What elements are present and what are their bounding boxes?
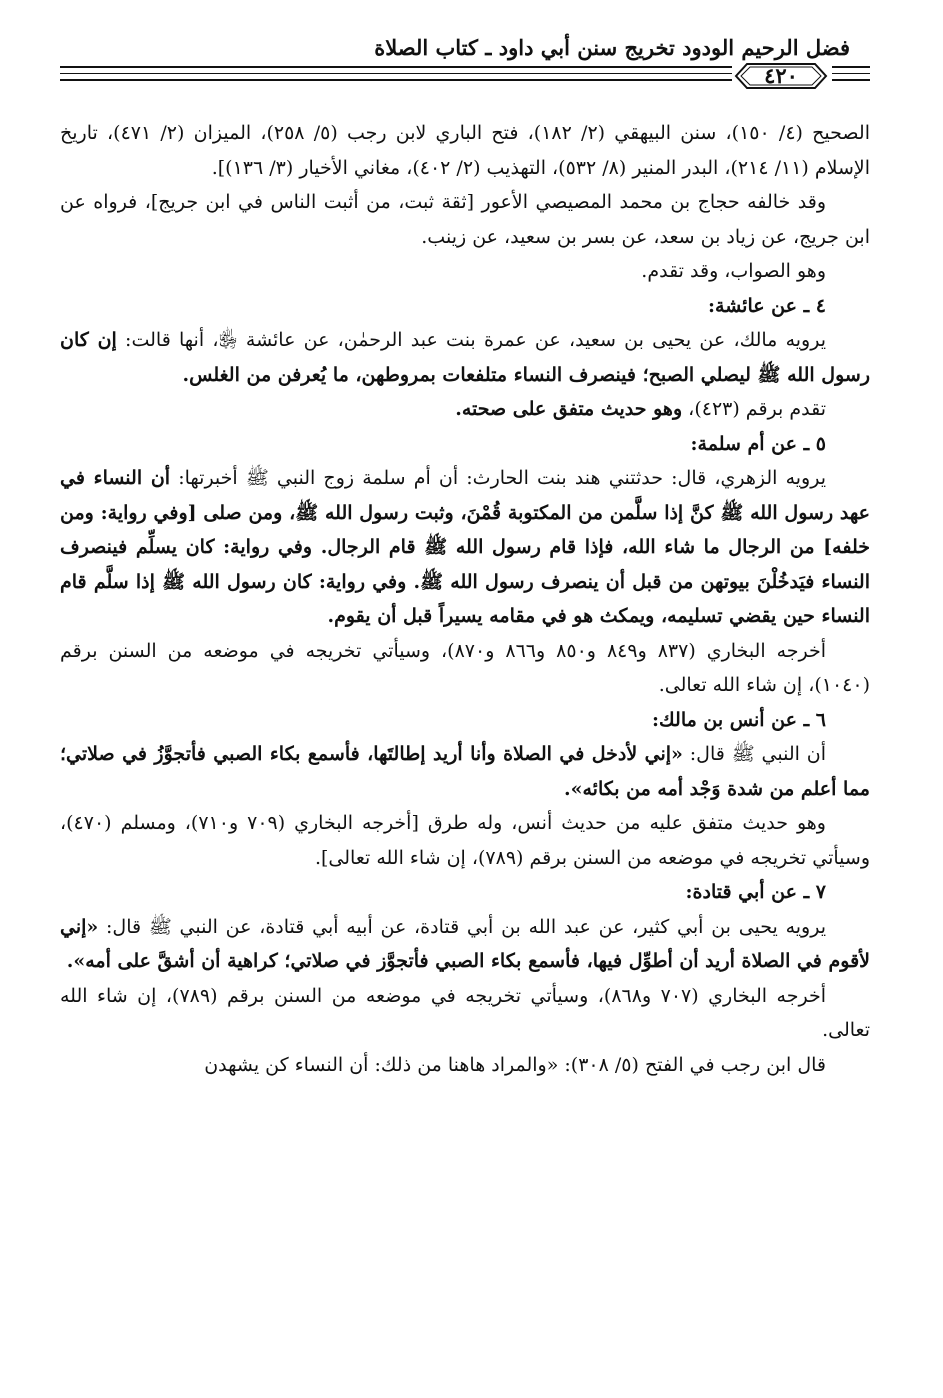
header-rule-right-mid xyxy=(832,73,870,74)
section-heading-anas: ٦ ـ عن أنس بن مالك: xyxy=(652,708,826,731)
paragraph-citations-continued: الصحيح (٤/ ١٥٠)، سنن البيهقي (٢/ ١٨٢)، فتح الباري لابن رجب (٥/ ٢٥٨)، الميزان (٢/ ٤٧١)، تاريخ الإسلام (١١/ ٢١٤)، البدر المنير (٨/ ٥٣٢)، التهذيب (٢/ ٤٠٢)، مغاني الأخيار (٣/ ١٣٦)]. xyxy=(60,122,870,179)
header-rule-left-bottom xyxy=(60,79,732,81)
section-heading-aisha: ٤ ـ عن عائشة: xyxy=(708,294,826,317)
paragraph-anas-hadith: أن النبي ﷺ قال: «إني لأدخل في الصلاة وأنا أريد إطالتَها، فأسمع بكاء الصبي فأتجوَّزُ في صلاتي؛ مما أعلم من شدة وَجْد أمه من بكائه». xyxy=(60,743,870,800)
header-rule-left-top xyxy=(60,66,732,68)
hadith-text-aisha: إن كان رسول الله ﷺ ليصلي الصبح؛ فينصرف النساء متلفعات بمروطهن، ما يُعرفن من الغلس. xyxy=(60,329,870,386)
paragraph-umm-salama-hadith: يرويه الزهري، قال: حدثتني هند بنت الحارث: أن أم سلمة زوج النبي ﷺ أخبرتها: أن النساء في عهد رسول الله ﷺ كنَّ إذا سلَّمن من المكتوبة قُمْنَ، وثبت رسول الله ﷺ، ومن صلى [وفي رواية: ومن خلفه] من الرجال ما شاء الله، فإذا قام رسول الله ﷺ قام الرجال. وفي رواية: كان يسلِّم فينصرف النساء فيَدخُلْنَ بيوتهن من قبل أن ينصرف رسول الله ﷺ. وفي رواية: كان رسول الله ﷺ إذا سلَّم قام النساء حين يقضي تسليمه، ويمكث هو في مقامه يسيراً قبل أن يقوم. xyxy=(60,467,870,627)
paragraph-abu-qatada-hadith: يرويه يحيى بن أبي كثير، عن عبد الله بن أبي قتادة، عن أبيه أبي قتادة، عن النبي ﷺ قال: «إني لأقوم في الصلاة أريد أن أطوِّل فيها، فأسمع بكاء الصبي فأتجوَّز في صلاتي؛ كراهية أن أشقَّ على أمه». xyxy=(60,915,870,972)
paragraph-aisha-reference: تقدم برقم (٤٢٣)، وهو حديث متفق على صحته. xyxy=(455,398,826,420)
page-number: ٤٢٠ xyxy=(764,63,798,88)
page-body-text xyxy=(60,116,870,1082)
hadith-text-abu-qatada: «إني لأقوم في الصلاة أريد أن أطوِّل فيها، فأسمع بكاء الصبي فأتجوَّز في صلاتي؛ كراهية أن أشقَّ على أمه». xyxy=(60,915,870,972)
paragraph-hajjaj-contradiction: وقد خالفه حجاج بن محمد المصيصي الأعور [ثقة ثبت، من أثبت الناس في ابن جريج]، فرواه عن ابن جريج، عن زياد بن سعد، عن بسر بن سعيد، عن زينب. xyxy=(60,191,870,248)
paragraph-anas-reference: وهو حديث متفق عليه من حديث أنس، وله طرق [أخرجه البخاري (٧٠٩ و٧١٠)، ومسلم (٤٧٠)، وسيأتي تخريجه في موضعه من السنن برقم (٧٨٩)، إن شاء الله تعالى]. xyxy=(60,812,870,869)
section-heading-umm-salama: ٥ ـ عن أم سلمة: xyxy=(690,432,826,455)
paragraph-umm-salama-reference: أخرجه البخاري (٨٣٧ و٨٤٩ و٨٥٠ و٨٦٦ و٨٧٠)، وسيأتي تخريجه في موضعه من السنن برقم (١٠٤٠)، إن شاء الله تعالى. xyxy=(60,639,870,696)
section-heading-abu-qatada: ٧ ـ عن أبي قتادة: xyxy=(685,881,826,903)
paragraph-aisha-hadith: يرويه مالك، عن يحيى بن سعيد، عن عمرة بنت عبد الرحمٰن، عن عائشة ﵂، أنها قالت: إن كان رسول الله ﷺ ليصلي الصبح؛ فينصرف النساء متلفعات بمروطهن، ما يُعرفن من الغلس. xyxy=(60,329,870,386)
paragraph-correct-note: وهو الصواب، وقد تقدم. xyxy=(641,260,826,282)
hadith-text-anas: «إني لأدخل في الصلاة وأنا أريد إطالتَها، فأسمع بكاء الصبي فأتجوَّزُ في صلاتي؛ مما أعلم من شدة وَجْد أمه من بكائه». xyxy=(60,743,870,800)
running-header-title: فضل الرحيم الودود تخريج سنن أبي داود ـ كتاب الصلاة xyxy=(374,35,850,60)
header-rule-right-bottom xyxy=(832,79,870,81)
paragraph-abu-qatada-reference: أخرجه البخاري (٧٠٧ و٨٦٨)، وسيأتي تخريجه في موضعه من السنن برقم (٧٨٩)، إن شاء الله تعالى. xyxy=(60,984,870,1041)
header-rule-right-top xyxy=(832,66,870,68)
page-number-ornament xyxy=(733,61,829,91)
paragraph-ibn-rajab-quote: قال ابن رجب في الفتح (٥/ ٣٠٨): «والمراد هاهنا من ذلك: أن النساء كن يشهدن xyxy=(204,1053,826,1076)
agreed-upon-note: وهو حديث متفق على صحته. xyxy=(455,398,683,420)
hadith-text-umm-salama: أن النساء في عهد رسول الله ﷺ كنَّ إذا سلَّمن من المكتوبة قُمْنَ، وثبت رسول الله ﷺ، ومن صلى [وفي رواية: ومن خلفه] من الرجال ما شاء الله، فإذا قام رسول الله ﷺ قام الرجال. وفي رواية: كان يسلِّم فينصرف النساء فيَدخُلْنَ بيوتهن من قبل أن ينصرف رسول الله ﷺ. وفي رواية: كان رسول الله ﷺ إذا سلَّم قام النساء حين يقضي تسليمه، ويمكث هو في مقامه يسيراً قبل أن يقوم. xyxy=(60,467,870,627)
header-rule-left-mid xyxy=(60,73,732,74)
